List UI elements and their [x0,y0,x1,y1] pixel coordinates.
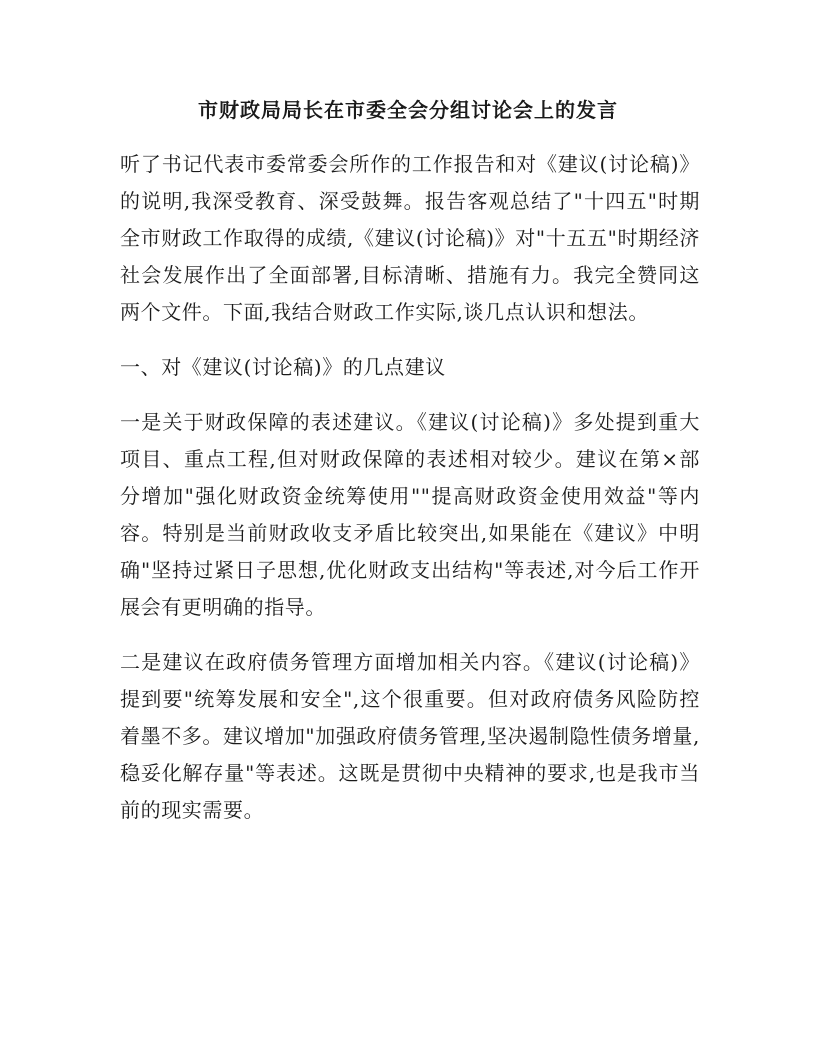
suggestion-paragraph-2: 二是建议在政府债务管理方面增加相关内容。《建议(讨论稿)》提到要"统筹发展和安全",这个很重要。但对政府债务风险防控着墨不多。建议增加"加强政府债务管理,坚决遏制隐性债务增量,稳妥化解存量"等表述。这既是贯彻中央精神的要求,也是我市当前的现实需要。 [120,650,700,822]
intro-paragraph: 听了书记代表市委常委会所作的工作报告和对《建议(讨论稿)》的说明,我深受教育、深受鼓舞。报告客观总结了"十四五"时期全市财政工作取得的成绩,《建议(讨论稿)》对"十五五"时期经济社会发展作出了全面部署,目标清晰、措施有力。我完全赞同这两个文件。下面,我结合财政工作实际,谈几点认识和想法。 [120,152,700,324]
suggestion-paragraph-1: 一是关于财政保障的表述建议。《建议(讨论稿)》多处提到重大项目、重点工程,但对财政保障的表述相对较少。建议在第×部分增加"强化财政资金统筹使用""提高财政资金使用效益"等内容。特别是当前财政收支矛盾比较突出,如果能在《建议》中明确"坚持过紧日子思想,优化财政支出结构"等表述,对今后工作开展会有更明确的指导。 [120,410,700,619]
document-title: 市财政局局长在市委全会分组讨论会上的发言 [198,98,618,122]
document-body [120,146,700,847]
section-heading: 一、对《建议(讨论稿)》的几点建议 [120,355,446,379]
